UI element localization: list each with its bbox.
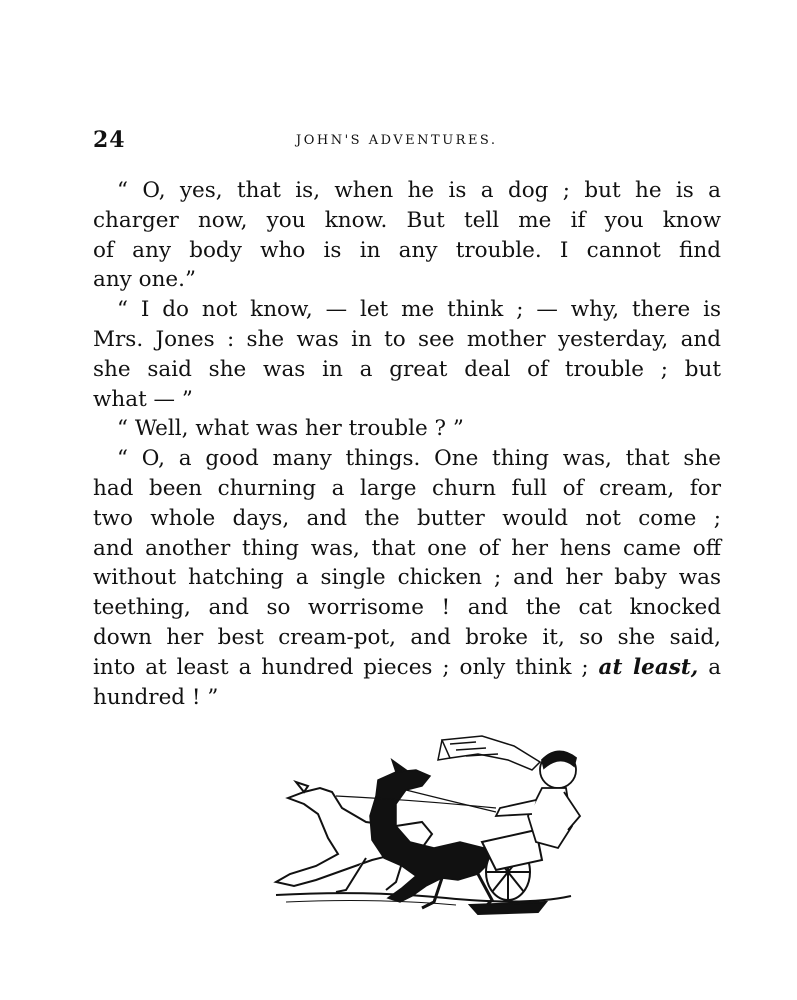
text-segment: into at least a hundred pieces ; only think ;	[93, 654, 589, 680]
text-line: teething, and so worrisome ! and the cat knocked	[93, 595, 721, 621]
chariot-illustration	[246, 730, 586, 920]
text-line: “ O, a good many things. One thing was, that she	[117, 446, 721, 472]
text-line: of any body who is in any trouble. I cannot find	[93, 237, 721, 263]
text-line: had been churning a large churn full of cream, for	[93, 475, 721, 501]
text-line: “ O, yes, that is, when he is a dog ; but he is a	[117, 178, 721, 203]
text-line: “ I do not know, — let me think ; — why, there is	[117, 297, 721, 323]
text-line: she said she was in a great deal of trouble ; but	[93, 356, 721, 382]
text-line: and another thing was, that one of her hens came off	[93, 535, 721, 561]
text-line: two whole days, and the butter would not come ;	[93, 505, 721, 531]
scarf	[438, 736, 540, 770]
page-number: 24	[93, 127, 126, 153]
ground-line	[276, 893, 571, 901]
text-line: “ Well, what was her trouble ? ”	[117, 416, 464, 442]
text-line: what — ”	[93, 386, 193, 412]
text-line: without hatching a single chicken ; and her baby was	[93, 565, 721, 591]
boy-driver	[496, 751, 580, 848]
italic-emphasis: at least,	[598, 654, 699, 680]
body-text	[93, 176, 721, 712]
running-head: JOHN'S ADVENTURES.	[296, 133, 498, 148]
text-line: down her best cream-pot, and broke it, so she said,	[93, 624, 721, 650]
text-segment: a	[698, 654, 722, 680]
text-line-with-emphasis	[93, 653, 721, 683]
text-line: hundred ! ”	[93, 684, 219, 710]
white-greyhound	[276, 782, 432, 892]
text-line: charger now, you know. But tell me if you know	[93, 207, 721, 233]
text-line: Mrs. Jones : she was in to see mother yesterday, and	[93, 326, 721, 352]
text-line: any one.”	[93, 267, 196, 293]
